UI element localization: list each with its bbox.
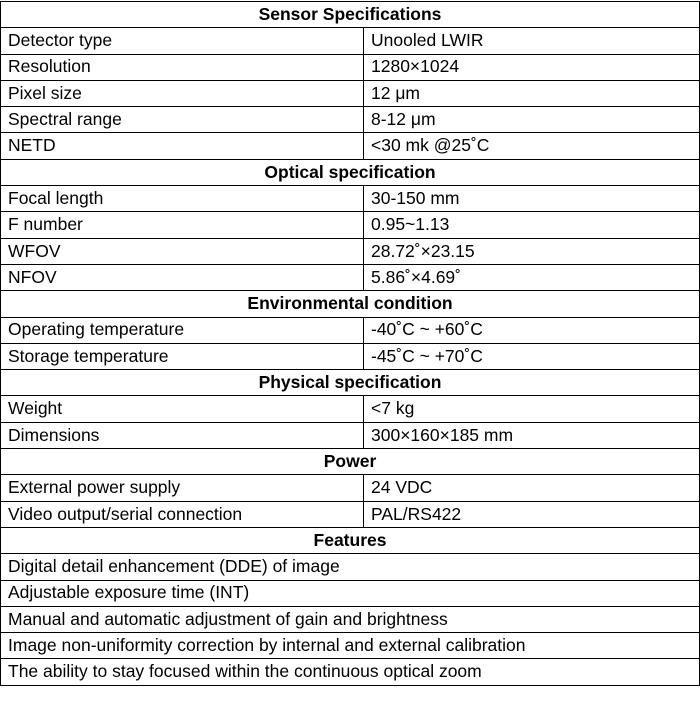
section-title-physical: Physical specification [1,370,700,396]
spec-label: Weight [1,396,364,422]
spec-label: Focal length [1,186,364,212]
spec-value: -45˚C ~ +70˚C [364,343,700,369]
table-row [1,501,700,527]
spec-value: 8-12 μm [364,107,700,133]
section-header-row [1,2,700,28]
spec-value: 12 μm [364,80,700,106]
section-title-sensor: Sensor Specifications [1,2,700,28]
spec-label: NFOV [1,264,364,290]
table-row [1,422,700,448]
spec-label: Pixel size [1,80,364,106]
spec-value: 300×160×185 mm [364,422,700,448]
table-row [1,212,700,238]
feature-item: Adjustable exposure time (INT) [1,580,700,606]
spec-label: Video output/serial connection [1,501,364,527]
section-header-row [1,527,700,553]
spec-value: 1280×1024 [364,54,700,80]
section-title-features: Features [1,527,700,553]
spec-label: Storage temperature [1,343,364,369]
spec-label: Resolution [1,54,364,80]
spec-value: PAL/RS422 [364,501,700,527]
section-header-row [1,159,700,185]
table-row [1,317,700,343]
table-row [1,80,700,106]
section-header-row [1,370,700,396]
spec-value: -40˚C ~ +60˚C [364,317,700,343]
table-row [1,659,700,685]
feature-item: The ability to stay focused within the continuous optical zoom [1,659,700,685]
spec-value: Unooled LWIR [364,28,700,54]
spec-label: Dimensions [1,422,364,448]
section-header-row [1,449,700,475]
table-row [1,28,700,54]
table-row [1,238,700,264]
section-title-environmental: Environmental condition [1,291,700,317]
spec-label: Spectral range [1,107,364,133]
spec-value: <30 mk @25˚C [364,133,700,159]
spec-value: 0.95~1.13 [364,212,700,238]
spec-label: Detector type [1,28,364,54]
table-row [1,475,700,501]
table-row [1,606,700,632]
table-row [1,343,700,369]
table-row [1,396,700,422]
feature-item: Image non-uniformity correction by internal and external calibration [1,633,700,659]
spec-value: 30-150 mm [364,186,700,212]
spec-label: F number [1,212,364,238]
spec-value: 24 VDC [364,475,700,501]
table-row [1,633,700,659]
section-title-optical: Optical specification [1,159,700,185]
section-title-power: Power [1,449,700,475]
spec-label: WFOV [1,238,364,264]
spec-value: <7 kg [364,396,700,422]
spec-value: 5.86˚×4.69˚ [364,264,700,290]
spec-value: 28.72˚×23.15 [364,238,700,264]
table-row [1,580,700,606]
table-row [1,186,700,212]
section-header-row [1,291,700,317]
feature-item: Digital detail enhancement (DDE) of image [1,554,700,580]
table-row [1,264,700,290]
table-row [1,107,700,133]
table-row [1,554,700,580]
table-row [1,133,700,159]
table-row [1,54,700,80]
spec-label: NETD [1,133,364,159]
specification-table [0,1,700,686]
spec-label: External power supply [1,475,364,501]
feature-item: Manual and automatic adjustment of gain and brightness [1,606,700,632]
spec-label: Operating temperature [1,317,364,343]
